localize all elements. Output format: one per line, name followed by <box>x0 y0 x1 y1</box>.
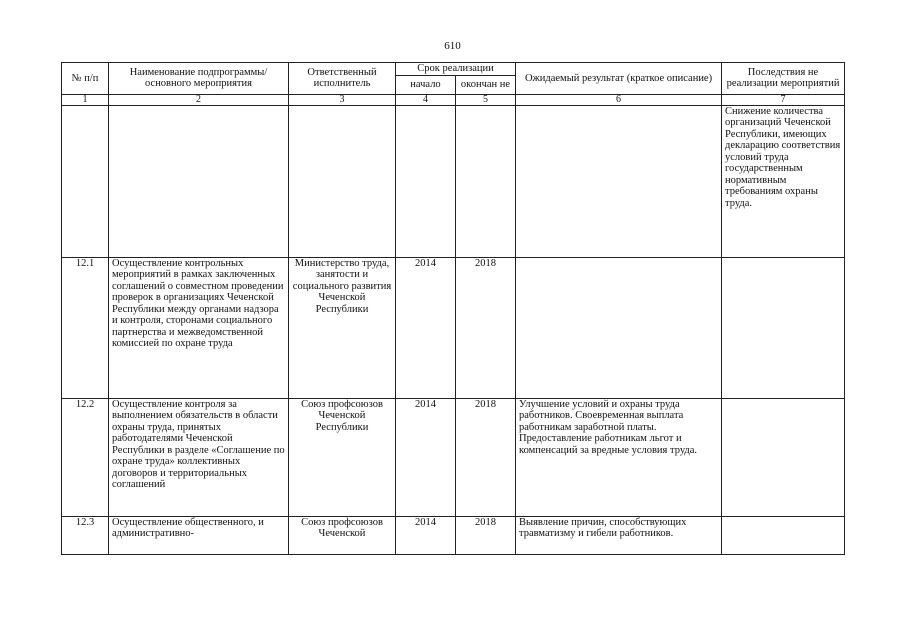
row-name: Осуществление контрольных мероприятий в рамках заключенных соглашений о совместном проведении проверок в организациях Чеченской Республики между органами надзора и контроля, сторонами социального партнерства и межведомственной комиссией по охране труда <box>109 257 289 398</box>
row-num: 12.3 <box>62 516 109 554</box>
header-result: Ожидаемый результат (краткое описание) <box>516 63 722 95</box>
column-number: 1 <box>62 94 109 105</box>
row-consequences: Снижение количества организаций Чеченской Республики, имеющих декларацию соответствия условий труда государственным нормативным требованиям охраны труда. <box>722 105 845 257</box>
row-name: Осуществление контроля за выполнением обязательств в области охраны труда, принятых работодателями Чеченской Республики в разделе «Соглашение по охране труда» коллективных договоров и территориальных соглашений <box>109 398 289 516</box>
row-executor: Союз профсоюзов Чеченской <box>289 516 396 554</box>
table-row <box>62 516 845 554</box>
row-start: 2014 <box>396 257 456 398</box>
table-row <box>62 398 845 516</box>
column-number: 7 <box>722 94 845 105</box>
row-result: Улучшение условий и охраны труда работников. Своевременная выплата работникам заработной платы. Предоставление работникам льгот и компенсаций за вредные условия труда. <box>516 398 722 516</box>
row-start: 2014 <box>396 398 456 516</box>
header-row <box>62 63 845 76</box>
row-end: 2018 <box>456 516 516 554</box>
row-result <box>516 105 722 257</box>
column-number-row <box>62 94 845 105</box>
row-start <box>396 105 456 257</box>
row-result <box>516 257 722 398</box>
row-end: 2018 <box>456 398 516 516</box>
header-num: № п/п <box>62 63 109 95</box>
row-name <box>109 105 289 257</box>
column-number: 5 <box>456 94 516 105</box>
row-name: Осуществление общественного, и административно- <box>109 516 289 554</box>
column-number: 2 <box>109 94 289 105</box>
row-num <box>62 105 109 257</box>
row-consequences <box>722 257 845 398</box>
row-start: 2014 <box>396 516 456 554</box>
header-start: начало <box>396 75 456 94</box>
header-executor: Ответственный исполнитель <box>289 63 396 95</box>
row-end: 2018 <box>456 257 516 398</box>
header-consequences: Последствия не реализации мероприятий <box>722 63 845 95</box>
row-result: Выявление причин, способствующих травматизму и гибели работников. <box>516 516 722 554</box>
row-num: 12.2 <box>62 398 109 516</box>
row-consequences <box>722 516 845 554</box>
page-number: 610 <box>444 40 461 52</box>
column-number: 4 <box>396 94 456 105</box>
row-end <box>456 105 516 257</box>
header-name: Наименование подпрограммы/ основного мероприятия <box>109 63 289 95</box>
row-executor: Союз профсоюзов Чеченской Республики <box>289 398 396 516</box>
header-period: Срок реализации <box>396 63 516 76</box>
column-number: 3 <box>289 94 396 105</box>
header-end: окончан не <box>456 75 516 94</box>
row-num: 12.1 <box>62 257 109 398</box>
row-consequences <box>722 398 845 516</box>
table-row <box>62 105 845 257</box>
row-executor: Министерство труда, занятости и социального развития Чеченской Республики <box>289 257 396 398</box>
table-row <box>62 257 845 398</box>
program-table <box>61 62 845 555</box>
column-number: 6 <box>516 94 722 105</box>
row-executor <box>289 105 396 257</box>
